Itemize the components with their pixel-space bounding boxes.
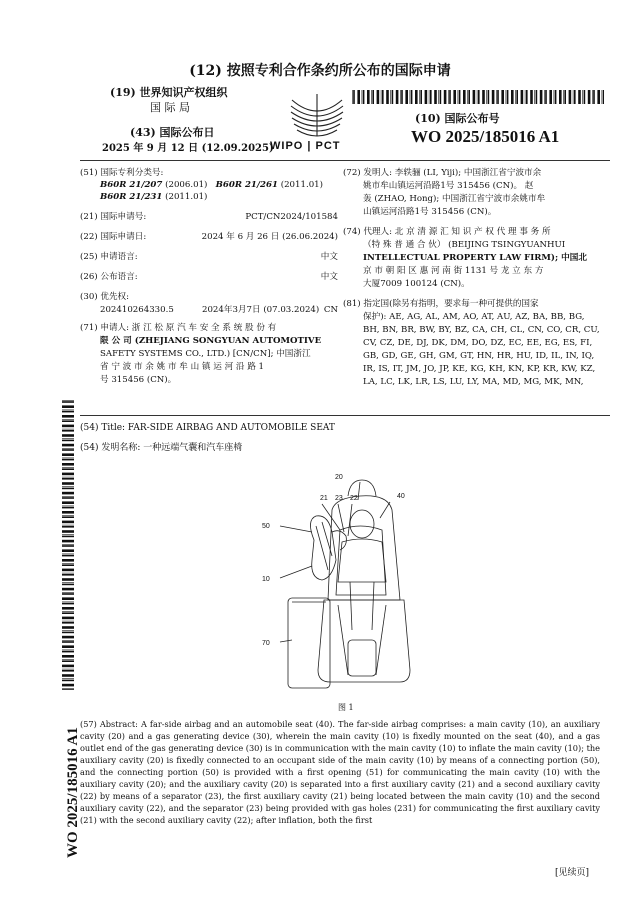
office-name: (19) 世界知识产权组织: [110, 86, 228, 99]
wipo-logo-text: WIPO | PCT: [270, 140, 341, 152]
designated-line7: LA, LC, LK, LR, LS, LU, LY, MA, MD, MG, MK, MN,: [363, 377, 584, 387]
ipc-1-date: (2006.01): [165, 180, 208, 190]
designated-line2: 保护): AE, AG, AL, AM, AO, AT, AU, AZ, BA, BB, BG,: [363, 312, 585, 322]
label-10: 10: [262, 576, 270, 583]
right-bib-column: [343, 167, 611, 397]
mid-rule: [80, 415, 610, 416]
continued-note: [见续页]: [555, 868, 590, 878]
label-23: 23: [335, 495, 343, 502]
pubno-label: (10) 国际公布号: [415, 112, 500, 125]
barcode-top: [352, 90, 604, 104]
inventor-line1: (72) 发明人: 李轶骊 (LI, Yiji); 中国浙江省宁波市余: [343, 168, 542, 178]
field-21-value: PCT/CN2024/101584: [245, 212, 338, 222]
ipc-1: B60R 21/207: [100, 180, 163, 190]
ipc-2-date: (2011.01): [280, 180, 323, 190]
field-30-label: (30) 优先权:: [80, 292, 130, 302]
priority-country: CN: [323, 305, 338, 315]
label-40: 40: [397, 493, 405, 500]
agent-line3: INTELLECTUAL PROPERTY LAW FIRM); 中国北: [363, 253, 587, 263]
agent-line1: (74) 代理人: 北 京 清 源 汇 知 识 产 权 代 理 事 务 所: [343, 227, 551, 237]
field-51-row2: [100, 191, 207, 203]
applicant-line4: 省 宁 波 市 余 姚 市 牟 山 镇 运 河 沿 路 1: [100, 362, 265, 372]
left-bib-column: [80, 167, 338, 407]
label-50: 50: [262, 523, 270, 530]
title-en: (54) Title: FAR-SIDE AIRBAG AND AUTOMOBILE SEAT: [80, 423, 335, 433]
ipc-3-date: (2011.01): [165, 192, 208, 202]
field-21-label: (21) 国际申请号:: [80, 212, 147, 222]
designated-line3: BH, BN, BR, BW, BY, BZ, CA, CH, CL, CN, CO, CR, CU,: [363, 325, 600, 335]
applicant-line1: (71) 申请人: 浙 江 松 原 汽 车 安 全 系 统 股 份 有: [80, 323, 277, 333]
header-rule: [80, 160, 610, 161]
ipc-2: B60R 21/261: [215, 180, 278, 190]
side-barcode: [62, 400, 74, 690]
document-title: (12) 按照专利合作条约所公布的国际申请: [189, 63, 451, 79]
field-22-label: (22) 国际申请日:: [80, 232, 147, 242]
title-zh: (54) 发明名称: 一种远端气囊和汽车座椅: [80, 443, 243, 453]
applicant-line5: 号 315456 (CN)。: [100, 375, 177, 385]
designated-line4: CV, CZ, DE, DJ, DK, DM, DO, DZ, EC, EE, EG, ES, FI,: [363, 338, 593, 348]
office-bureau: 国 际 局: [150, 101, 190, 114]
label-22: 22: [350, 495, 358, 502]
priority-number: 202410264330.5: [100, 305, 174, 315]
inventor-line4: 山镇运河沿路1号 315456 (CN)。: [363, 207, 497, 217]
field-22-value: 2024 年 6 月 26 日 (26.06.2024): [201, 232, 338, 242]
label-21: 21: [320, 495, 328, 502]
svg-text:WO 2025/185016 A1: WO 2025/185016 A1: [65, 727, 81, 858]
applicant-line3: SAFETY SYSTEMS CO., LTD.) [CN/CN]; 中国浙江: [100, 349, 311, 359]
figure-caption: 图 1: [338, 703, 354, 712]
label-70: 70: [262, 640, 270, 647]
field-51-label: (51) 国际专利分类号:: [80, 168, 164, 178]
designated-line6: IR, IS, IT, JM, JO, JP, KE, KG, KH, KN, KP, KR, KW, KZ,: [363, 364, 596, 374]
applicant-line2: 限 公 司 (ZHEJIANG SONGYUAN AUTOMOTIVE: [100, 336, 322, 346]
designated-line5: GB, GD, GE, GH, GM, GT, HN, HR, HU, ID, IL, IN, IQ,: [363, 351, 595, 361]
ipc-3: B60R 21/231: [100, 192, 163, 202]
pubdate-value: 2025 年 9 月 12 日 (12.09.2025): [102, 143, 274, 154]
field-25-value: 中文: [320, 252, 338, 262]
designated-line1: (81) 指定国(除另有指明，要求每一种可提供的国家: [343, 299, 539, 309]
priority-date: 2024年3月7日 (07.03.2024): [202, 305, 320, 315]
field-51-row1: [100, 179, 323, 191]
inventor-line3: 轰 (ZHAO, Hong); 中国浙江省宁波市余姚市牟: [363, 194, 546, 204]
field-25-label: (25) 申请语言:: [80, 252, 138, 262]
patent-figure: [240, 470, 460, 700]
pubno-value: WO 2025/185016 A1: [411, 127, 560, 146]
pubdate-label: (43) 国际公布日: [130, 126, 215, 139]
agent-line5: 大厦7009 100124 (CN)。: [363, 279, 470, 289]
agent-line4: 京 市 朝 阳 区 惠 河 南 街 1131 号 龙 立 东 方: [363, 266, 544, 276]
field-26-label: (26) 公布语言:: [80, 272, 138, 282]
side-publication-number: [62, 700, 82, 860]
agent-line2: （特 殊 普 通 合 伙） (BEIJING TSINGYUANHUI: [363, 240, 566, 250]
abstract: (57) Abstract: A far-side airbag and an automobile seat (40). The far-side airbag comprises: a main cavity (10), an auxiliary cavity (20) and a gas generating device (30), wherein the main cavity (10) is fixedly mounted on the seat (40), and a gas outlet end of the gas generating device (30) is in communication with the main cavity (10) to inflate the main cavity (10); the auxiliary cavity (20) is fixedly connected to an occupant side of the main cavity (10) by means of a connecting portion (50), and the connecting portion (50) is provided with a first opening (51) for communicating the main cavity (10) with the auxiliary cavity (20); and the auxiliary cavity (20) is separated into a first auxiliary cavity (21) and a second auxiliary cavity (22) by means of a separator (23), the first auxiliary cavity (21) being located between the main cavity (10) and the second auxiliary cavity (22), and the separator (23) being provided with gas holes (231) for communicating the first auxiliary cavity (21) with the second auxiliary cavity (22); after inflation, both the first: [80, 719, 600, 826]
field-26-value: 中文: [320, 272, 338, 282]
label-20: 20: [335, 474, 343, 481]
inventor-line2: 姚市牟山镇运河沿路1号 315456 (CN)。 赵: [363, 181, 534, 191]
